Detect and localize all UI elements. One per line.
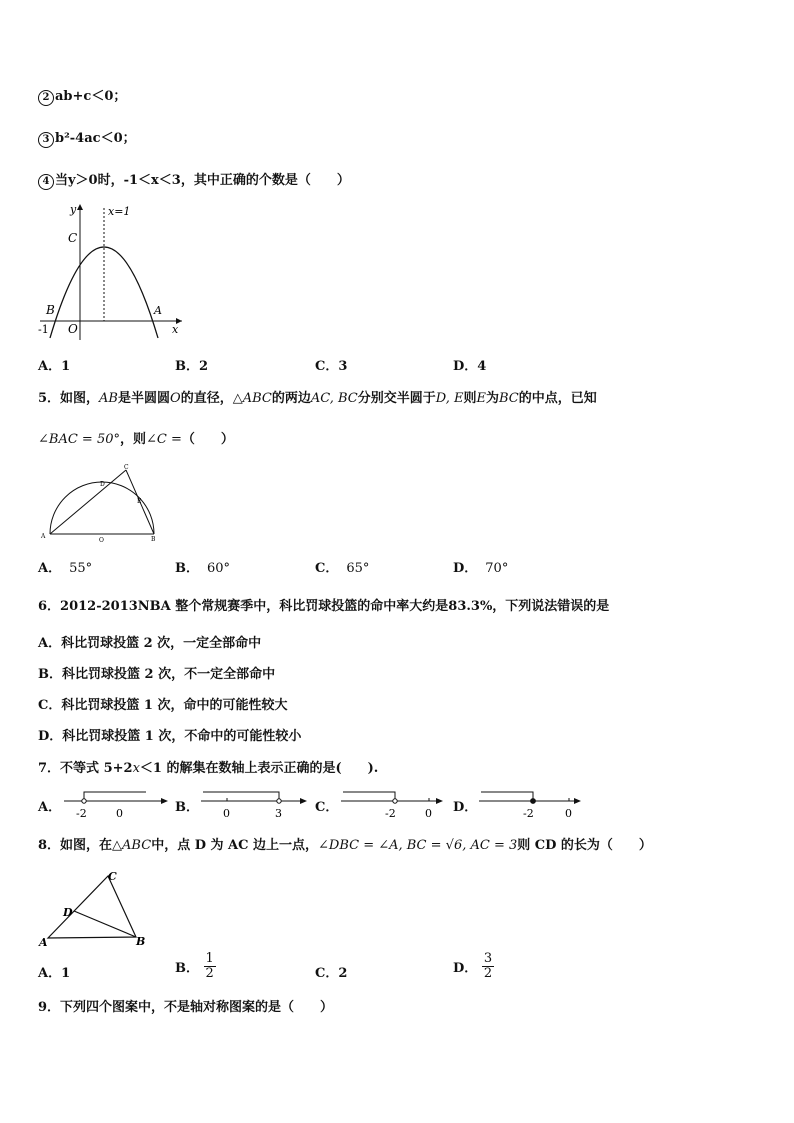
q8-stem: 8．如图，在△ABC中，点 D 为 AC 边上一点，∠DBC = ∠A, BC = √6, AC = 3则 CD 的长为（ ） (38, 838, 652, 853)
q5-option-c: C． 65° (315, 561, 370, 576)
open-dot (277, 799, 281, 803)
statement-3 (38, 130, 136, 148)
q7-stem: 7．不等式 5+2x＜1 的解集在数轴上表示正确的是( ). (38, 761, 379, 776)
q5-option-b: B． 60° (175, 561, 231, 576)
point-o-label: O (99, 537, 104, 544)
q7-numberline-b (199, 785, 309, 821)
semicircle-figure (38, 463, 163, 545)
tick-label: 0 (425, 807, 432, 820)
segment-bd (74, 911, 136, 937)
q6-option-d: D．科比罚球投篮 1 次，不命中的可能性较小 (38, 729, 302, 744)
axis-arrow (574, 798, 581, 804)
axis-arrow (161, 798, 168, 804)
q8-option-c: C．2 (315, 966, 348, 981)
statement-text: ab+c＜0； (55, 89, 127, 104)
point-a-label: A (41, 533, 46, 540)
point-c-label: C (68, 231, 78, 245)
point-a-label: A (39, 936, 48, 949)
q6-option-c: C．科比罚球投篮 1 次，命中的可能性较大 (38, 698, 288, 713)
origin-label: O (68, 322, 78, 336)
closed-dot (531, 799, 536, 804)
axis-arrow (300, 798, 307, 804)
triangle-abc (48, 876, 136, 938)
q7-numberline-a (62, 785, 170, 821)
q5-stem-line2: ∠BAC = 50°，则∠C =（ ） (38, 432, 234, 447)
x-label: x (172, 323, 179, 336)
q9-stem: 9．下列四个图案中，不是轴对称图案的是（ ） (38, 1000, 334, 1015)
axis-arrow (436, 798, 443, 804)
q6-option-a: A．科比罚球投篮 2 次，一定全部命中 (38, 636, 262, 651)
q8-option-a: A．1 (38, 966, 71, 981)
y-axis-arrow (77, 204, 83, 210)
open-dot (82, 799, 86, 803)
solution-bracket (481, 792, 533, 801)
q5-option-d: D． 70° (453, 561, 509, 576)
point-b-label: B (136, 935, 146, 948)
point-b-label: B (151, 536, 156, 543)
axis-of-symmetry-label: x=1 (108, 205, 131, 218)
fraction: $\frac{3}{2}$ (483, 951, 493, 981)
point-d-label: D (63, 906, 73, 919)
tick-label: -2 (385, 807, 396, 820)
q7-numberline-c (339, 785, 447, 821)
point-a-label: A (154, 304, 162, 317)
q5-stem-line1: 5．如图，AB是半圆圆O的直径，△ABC的两边AC, BC分别交半圆于D, E则E为BC的中点，已知 (38, 391, 597, 406)
statement-text: b²-4ac＜0； (55, 131, 136, 146)
q7-option-c-letter: C． (315, 800, 339, 815)
statement-4 (38, 172, 350, 190)
solution-bracket (343, 792, 395, 801)
circled-number: 3 (38, 132, 54, 148)
triangle-figure (36, 866, 154, 950)
y-label: y (70, 203, 77, 216)
solution-bracket (84, 792, 146, 801)
fraction: $\frac{1}{2}$ (205, 951, 214, 981)
q4-option-d: D．4 (453, 359, 487, 374)
point-c-label: C (124, 464, 129, 471)
q6-stem: 6．2012-2013NBA 整个常规赛季中，科比罚球投篮的命中率大约是83.3%，下列说法错误的是 (38, 599, 610, 614)
point-c-label: C (108, 870, 117, 883)
point-e-label: E (137, 498, 142, 505)
statement-text: 当y＞0时，-1＜x＜3，其中正确的个数是（ ） (55, 173, 350, 188)
q7-option-a-letter: A． (38, 800, 62, 815)
circled-number: 4 (38, 174, 54, 190)
q5-option-a: A． 55° (38, 561, 93, 576)
tick-label: -2 (76, 807, 87, 820)
q4-option-a: A．1 (38, 359, 71, 374)
q7-option-b-letter: B． (175, 800, 199, 815)
tick-label: 0 (116, 807, 123, 820)
open-dot (393, 799, 397, 803)
q7-option-d-letter: D． (453, 800, 478, 815)
neg-one-label: -1 (38, 323, 49, 336)
tick-label: -2 (523, 807, 534, 820)
circled-number: 2 (38, 90, 54, 106)
point-d-label: D (100, 481, 105, 488)
point-b-label: B (46, 303, 55, 317)
tick-label: 0 (223, 807, 230, 820)
q7-numberline-d (477, 785, 585, 821)
q4-option-c: C．3 (315, 359, 348, 374)
q4-option-b: B．2 (175, 359, 209, 374)
statement-2 (38, 88, 126, 106)
q6-option-b: B．科比罚球投篮 2 次，不一定全部命中 (38, 667, 276, 682)
parabola-figure (36, 200, 186, 342)
solution-bracket (203, 792, 279, 801)
q8-option-d: D． $\frac{3}{2}$ (453, 951, 493, 981)
q8-option-b: B． $\frac{1}{2}$ (175, 951, 214, 981)
tick-label: 0 (565, 807, 572, 820)
tick-label: 3 (275, 807, 282, 820)
